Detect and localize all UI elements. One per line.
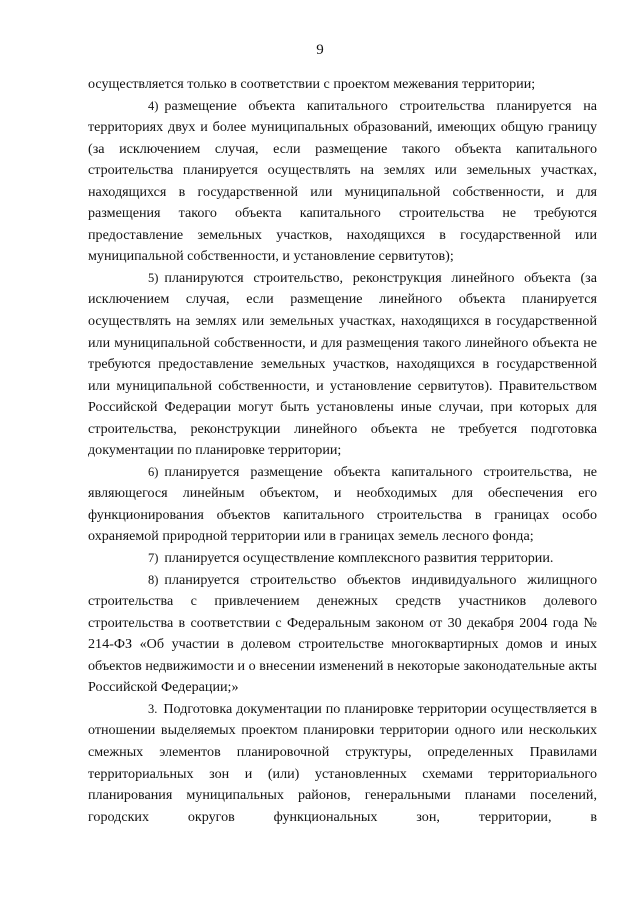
list-marker: 5) [148, 270, 159, 285]
section-3-paragraph [88, 699, 597, 828]
paragraph-text: размещение объекта капитального строительства планируется на территориях двух и более муниципальных образований, имеющих общую границу (за исключением случая, если размещение такого объекта капитального строительства планируется осуществлять на землях или земельных участках, находящихся в государственной или муниципальной собственности, и для размещения такого объекта капитального строительства не требуются предоставление земельных участков, находящихся в государственной или муниципальной собственности, и установление сервитутов); [88, 97, 597, 265]
list-item-5 [88, 268, 597, 462]
list-item-7 [88, 548, 597, 570]
paragraph-text: планируется размещение объекта капитального строительства, не являющегося линейным объектом, и необходимых для обеспечения его функционирования объектов капитального строительства в границах особо охраняемой природной территории или в границах земель лесного фонда; [88, 463, 597, 545]
list-item-8 [88, 570, 597, 699]
list-marker: 6) [148, 464, 159, 479]
page-number: 9 [316, 42, 324, 58]
document-body [88, 74, 597, 828]
list-marker: 7) [148, 551, 159, 566]
section-marker: 3. [148, 701, 158, 716]
paragraph-text: осуществляется только в соответствии с проектом межевания территории; [88, 76, 536, 92]
paragraph-continuation [88, 74, 597, 96]
list-marker: 8) [148, 572, 159, 587]
paragraph-text: планируется осуществление комплексного развития территории. [164, 550, 554, 567]
list-item-6 [88, 462, 597, 548]
paragraph-text: планируются строительство, реконструкция линейного объекта (за исключением случая, если размещение линейного объекта планируется осуществлять на землях или земельных участках, находящихся в государственной или муниципальной собственности, и для размещения такого линейного объекта не требуются предоставление земельных участков, находящихся в государственной или муниципальной собственности, и установление сервитутов). Правительством Российской Федерации могут быть установлены иные случаи, при которых для строительства, реконструкции линейного объекта не требуется подготовка документации по планировке территории; [88, 269, 597, 459]
list-marker: 4) [148, 98, 159, 113]
paragraph-text: планируется строительство объектов индивидуального жилищного строительства с привлечением денежных средств участников долевого строительства в соответствии с Федеральным законом от 30 декабря 2004 года № 214-ФЗ «Об участии в долевом строительстве многоквартирных домов и иных объектов недвижимости и о внесении изменений в некоторые законодательные акты Российской Федерации;» [88, 571, 597, 696]
paragraph-text: Подготовка документации по планировке территории осуществляется в отношении выделяемых проектом планировки территории одного или нескольких смежных элементов планировочной структуры, определенных Правилами территориальных зон и (или) установленных схемами территориального планирования муниципальных районов, генеральными планами поселений, городских округов функциональных зон, территории, в [88, 700, 597, 825]
list-item-4 [88, 96, 597, 268]
